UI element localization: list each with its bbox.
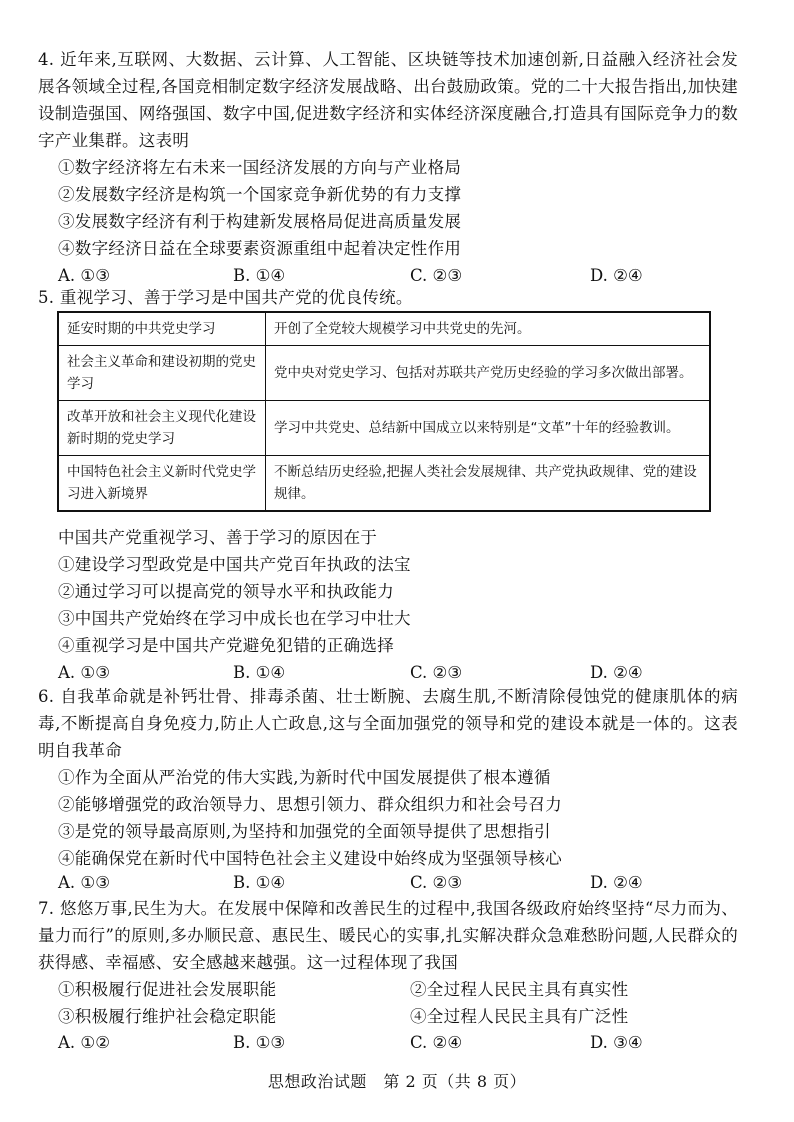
q5-choice-d: D. ②④	[590, 663, 643, 682]
q6-choice-d: D. ②④	[590, 873, 643, 892]
q4-choice-b: B. ①④	[233, 266, 286, 285]
table-period-cell: 中国特色社会主义新时代党史学习进入新境界	[58, 456, 266, 512]
party-history-table	[57, 311, 711, 512]
q6-choice-c: C. ②③	[410, 873, 463, 892]
q5-choices	[58, 659, 738, 686]
q6-choices	[58, 869, 738, 896]
q6-option-3: ③是党的领导最高原则,为坚持和加强党的全面领导提供了思想指引	[58, 822, 551, 841]
table-content-cell: 不断总结历史经验,把握人类社会发展规律、共产党执政规律、党的建设规律。	[266, 456, 711, 512]
q4-stem: 4. 近年来,互联网、大数据、云计算、人工智能、区块链等技术加速创新,日益融入经济社会发展各领域全过程,各国竞相制定数字经济发展战略、出台鼓励政策。党的二十大报告指出,加快建设制造强国、网络强国、数字中国,促进数字经济和实体经济深度融合,打造具有国际竞争力的数字产业集群。这表明	[38, 50, 738, 150]
q7-choices	[58, 1029, 738, 1056]
q5-option-2: ②通过学习可以提高党的领导水平和执政能力	[58, 582, 394, 601]
q6-option-2: ②能够增强党的政治领导力、思想引领力、群众组织力和社会号召力	[58, 795, 562, 814]
q4-option-3: ③发展数字经济有利于构建新发展格局促进高质量发展	[58, 212, 462, 231]
q4-option-2: ②发展数字经济是构筑一个国家竞争新优势的有力支撑	[58, 185, 462, 204]
q7-choice-d: D. ③④	[590, 1033, 643, 1052]
q6-choice-a: A. ①③	[58, 873, 110, 892]
q6-stem: 6. 自我革命就是补钙壮骨、排毒杀菌、壮士断腕、去腐生肌,不断清除侵蚀党的健康肌体的病毒,不断提高自身免疫力,防止人亡政息,这与全面加强党的领导和党的建设本就是一体的。这表明自我革命	[38, 687, 738, 760]
q7-option-1: ①积极履行促进社会发展职能	[58, 980, 277, 999]
q5-choice-c: C. ②③	[410, 663, 463, 682]
table-content-cell: 学习中共党史、总结新中国成立以来特别是“文革”十年的经验教训。	[266, 401, 711, 456]
table-content-cell: 党中央对党史学习、包括对苏联共产党历史经验的学习多次做出部署。	[266, 346, 711, 401]
q5-question: 中国共产党重视学习、善于学习的原因在于	[58, 528, 378, 547]
table-row	[58, 346, 710, 401]
q4-option-1: ①数字经济将左右未来一国经济发展的方向与产业格局	[58, 158, 462, 177]
q5-option-4: ④重视学习是中国共产党避免犯错的正确选择	[58, 636, 394, 655]
q7-choice-c: C. ②④	[410, 1033, 463, 1052]
page-footer: 思想政治试题 第 2 页（共 8 页）	[267, 1072, 527, 1091]
q7-choice-a: A. ①②	[58, 1033, 110, 1052]
q7-option-2: ②全过程人民民主具有真实性	[410, 980, 629, 999]
q7-stem: 7. 悠悠万事,民生为大。在发展中保障和改善民生的过程中,我国各级政府始终坚持“尽力而为、量力而行”的原则,多办顺民意、惠民生、暖民心的实事,扎实解决群众急难愁盼问题,人民群众的获得感、幸福感、安全感越来越强。这一过程体现了我国	[38, 899, 738, 972]
q5-option-1: ①建设学习型政党是中国共产党百年执政的法宝	[58, 555, 411, 574]
q5-choice-a: A. ①③	[58, 663, 110, 682]
table-row	[58, 401, 710, 456]
table-row	[58, 312, 710, 346]
q7-option-4: ④全过程人民民主具有广泛性	[410, 1007, 629, 1026]
table-period-cell: 社会主义革命和建设初期的党史学习	[58, 346, 266, 401]
q4-choice-a: A. ①③	[58, 266, 110, 285]
q5-option-3: ③中国共产党始终在学习中成长也在学习中壮大	[58, 609, 411, 628]
q6-choice-b: B. ①④	[233, 873, 286, 892]
q4-option-4: ④数字经济日益在全球要素资源重组中起着决定性作用	[58, 239, 462, 258]
q7-choice-b: B. ①③	[233, 1033, 286, 1052]
q4-choice-c: C. ②③	[410, 266, 463, 285]
table-row	[58, 456, 710, 512]
q7-option-3: ③积极履行维护社会稳定职能	[58, 1007, 277, 1026]
q6-option-4: ④能确保党在新时代中国特色社会主义建设中始终成为坚强领导核心	[58, 849, 562, 868]
q6-option-1: ①作为全面从严治党的伟大实践,为新时代中国发展提供了根本遵循	[58, 768, 551, 787]
q4-choice-d: D. ②④	[590, 266, 643, 285]
table-period-cell: 延安时期的中共党史学习	[58, 312, 266, 346]
q5-choice-b: B. ①④	[233, 663, 286, 682]
q5-stem: 5. 重视学习、善于学习是中国共产党的优良传统。	[38, 288, 413, 307]
table-period-cell: 改革开放和社会主义现代化建设新时期的党史学习	[58, 401, 266, 456]
table-content-cell: 开创了全党较大规模学习中共党史的先河。	[266, 312, 711, 346]
